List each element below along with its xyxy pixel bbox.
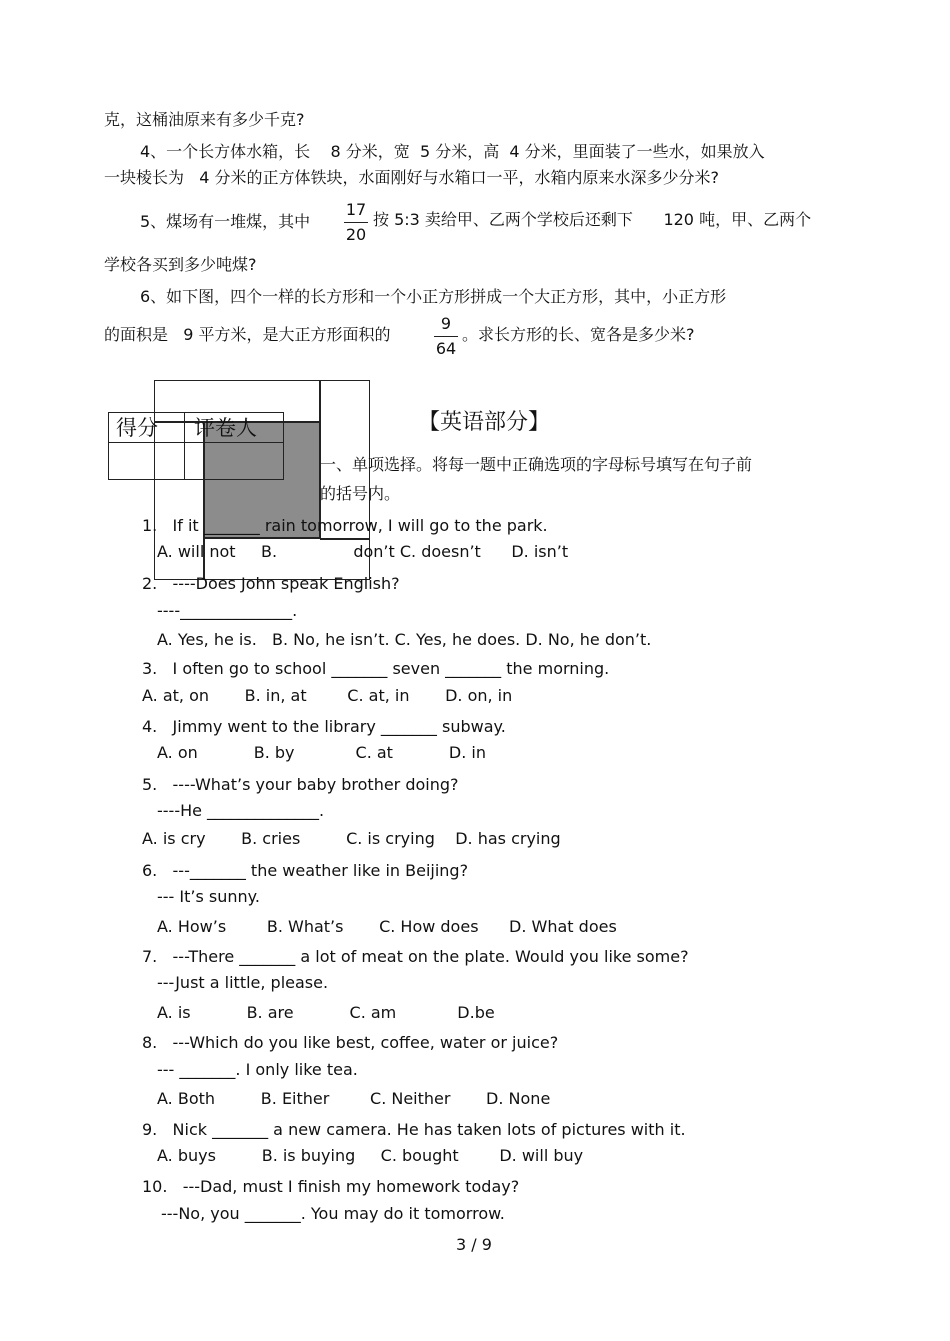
question-10: 10. ---Dad, must I finish my homework today? xyxy=(142,1177,520,1196)
question-2-answer: ----______________. xyxy=(157,601,298,620)
math-q5-pre: 5、煤场有一堆煤，其中 xyxy=(140,212,311,231)
math-q4-line1: 4、一个长方体水箱，长 8 分米，宽 5 分米，高 4 分米，里面装了一些水，如果放入 xyxy=(140,142,765,161)
math-q6-post: 。求长方形的长、宽各是多少米? xyxy=(462,325,695,344)
english-instruction-line1: 一、单项选择。将每一题中正确选项的字母标号填写在句子前 xyxy=(320,455,753,474)
grader-label: 评卷人 xyxy=(194,416,257,440)
question-1-options: A. will not B. don’t C. doesn’t D. isn’t xyxy=(157,542,569,561)
math-q4-line2: 一块棱长为 4 分米的正方体铁块，水面刚好与水箱口一平，水箱内原来水深多少分米? xyxy=(104,168,720,187)
question-7: 7. ---There _______ a lot of meat on the plate. Would you like some? xyxy=(142,947,689,966)
question-4-options: A. on B. by C. at D. in xyxy=(157,743,486,762)
question-8-options: A. Both B. Either C. Neither D. None xyxy=(157,1089,551,1108)
question-2-options: A. Yes, he is. B. No, he isn’t. C. Yes, he does. D. No, he don’t. xyxy=(157,630,652,649)
math-q5-line2: 学校各买到多少吨煤? xyxy=(104,255,257,274)
question-1: 1. If it _______ rain tomorrow, I will go to the park. xyxy=(142,516,548,535)
math-q5-fraction xyxy=(341,200,371,245)
math-q3-tail: 克，这桶油原来有多少千克? xyxy=(104,110,305,129)
question-6-options: A. How’s B. What’s C. How does D. What does xyxy=(157,917,617,936)
question-5-options: A. is cry B. cries C. is crying D. has crying xyxy=(142,829,561,848)
question-10-answer: ---No, you _______. You may do it tomorrow. xyxy=(161,1204,505,1223)
math-q6-pre: 的面积是 9 平方米，是大正方形面积的 xyxy=(104,325,391,344)
question-4: 4. Jimmy went to the library _______ subway. xyxy=(142,717,506,736)
fraction-numerator: 9 xyxy=(440,314,452,333)
score-label: 得分 xyxy=(116,416,158,440)
score-table-divider xyxy=(108,442,284,443)
fraction-bar xyxy=(434,336,458,337)
question-3-options: A. at, on B. in, at C. at, in D. on, in xyxy=(142,686,513,705)
question-5-answer: ----He ______________. xyxy=(157,801,325,820)
fraction-bar xyxy=(344,222,368,223)
question-7-options: A. is B. are C. am D.be xyxy=(157,1003,495,1022)
score-table-col-divider xyxy=(184,412,185,480)
question-6: 6. ---_______ the weather like in Beijing? xyxy=(142,861,469,880)
question-9: 9. Nick _______ a new camera. He has taken lots of pictures with it. xyxy=(142,1120,686,1139)
question-6-answer: --- It’s sunny. xyxy=(157,887,260,906)
english-section-heading: 【英语部分】 xyxy=(418,410,551,435)
english-instruction-line2: 的括号内。 xyxy=(320,484,401,503)
question-3: 3. I often go to school _______ seven _______ the morning. xyxy=(142,659,610,678)
fraction-numerator: 17 xyxy=(345,200,367,219)
page-number: 3 / 9 xyxy=(456,1235,492,1254)
question-7-answer: ---Just a little, please. xyxy=(157,973,329,992)
math-q6-fraction xyxy=(431,314,461,359)
math-q6-line1: 6、如下图，四个一样的长方形和一个小正方形拼成一个大正方形，其中，小正方形 xyxy=(140,287,727,306)
question-8-answer: --- _______. I only like tea. xyxy=(157,1060,358,1079)
question-5: 5. ----What’s your baby brother doing? xyxy=(142,775,459,794)
question-9-options: A. buys B. is buying C. bought D. will buy xyxy=(157,1146,584,1165)
fraction-denominator: 20 xyxy=(345,225,367,244)
math-q5-post: 按 5:3 卖给甲、乙两个学校后还剩下 120 吨，甲、乙两个 xyxy=(373,210,812,229)
question-2: 2. ----Does John speak English? xyxy=(142,574,400,593)
question-8: 8. ---Which do you like best, coffee, water or juice? xyxy=(142,1033,559,1052)
fraction-denominator: 64 xyxy=(435,339,457,358)
